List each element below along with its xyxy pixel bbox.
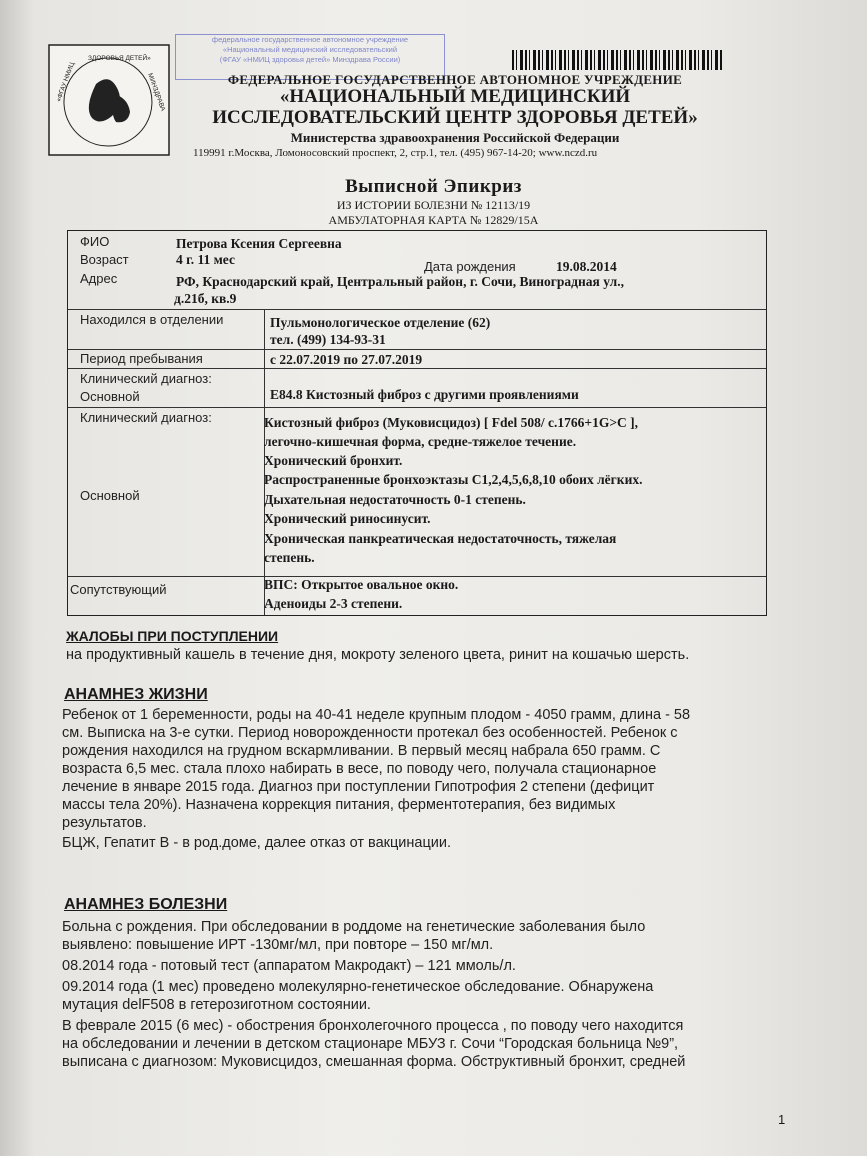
table-divider bbox=[68, 349, 766, 350]
life-history-line: результатов. bbox=[62, 815, 147, 831]
address-label: Адрес bbox=[80, 271, 118, 286]
concomitant-line: ВПС: Открытое овальное окно. bbox=[264, 577, 459, 592]
clinical-diagnosis-label: Клинический диагноз: bbox=[80, 371, 212, 386]
age-label: Возраст bbox=[80, 252, 129, 267]
life-history-line: Ребенок от 1 беременности, роды на 40-41 неделе крупным плодом - 4050 грамм, длина - 58 bbox=[62, 707, 691, 723]
table-divider bbox=[68, 309, 766, 310]
main-diagnosis-label-2: Основной bbox=[80, 488, 140, 503]
concomitant-line: Аденоиды 2-3 степени. bbox=[264, 596, 403, 611]
life-history-line: лечение в январе 2015 года. Диагноз при поступлении Гипотрофия 2 степени (дефицит bbox=[62, 779, 655, 795]
disease-history-line: 08.2014 года - потовый тест (аппаратом Макродакт) – 121 ммоль/л. bbox=[62, 958, 516, 974]
disease-history-section bbox=[62, 918, 772, 1071]
stamp-line: (ФГАУ «НМИЦ здоровья детей» Минздрава России) bbox=[219, 55, 401, 64]
diagnosis-line: Хронический риносинусит. bbox=[264, 511, 431, 526]
period-label: Период пребывания bbox=[80, 351, 203, 366]
diagnosis-line: Дыхательная недостаточность 0-1 степень. bbox=[264, 492, 526, 507]
patient-info-table bbox=[67, 230, 767, 616]
disease-history-line: В феврале 2015 (6 мес) - обострения бронхолегочного процесса , по поводу чего находится bbox=[62, 1018, 684, 1034]
fio-label: ФИО bbox=[80, 234, 110, 249]
life-history-line: возраста 6,5 мес. стала плохо набирать в весе, по поводу чего, получала стационарное bbox=[62, 761, 657, 777]
diagnosis-line: степень. bbox=[264, 550, 315, 565]
header-ministry: Министерства здравоохранения Российской Федерации bbox=[290, 130, 620, 145]
complaints-section bbox=[66, 646, 776, 664]
disease-history-line: мутация delF508 в гетерозиготном состоянии. bbox=[62, 997, 371, 1013]
diagnosis-line: Хроническая панкреатическая недостаточность, тяжелая bbox=[264, 531, 617, 546]
fio-value: Петрова Ксения Сергеевна bbox=[176, 236, 342, 251]
header-line-1: ФЕДЕРАЛЬНОЕ ГОСУДАРСТВЕННОЕ АВТОНОМНОЕ УЧРЕЖДЕНИЕ bbox=[227, 72, 683, 87]
life-history-section bbox=[62, 706, 772, 852]
complaints-text: на продуктивный кашель в течение дня, мокроту зеленого цвета, ринит на кошачью шерсть. bbox=[66, 647, 690, 663]
diagnosis-line: Хронический бронхит. bbox=[264, 453, 403, 468]
institution-logo bbox=[48, 44, 170, 156]
clinical-diagnosis-label-2: Клинический диагноз: bbox=[80, 410, 212, 425]
stamp-line: федеральное государственное автономное учреждение bbox=[211, 35, 409, 44]
department-phone: тел. (499) 134-93-31 bbox=[270, 332, 386, 347]
barcode bbox=[512, 50, 722, 70]
department-label: Находился в отделении bbox=[80, 312, 224, 327]
life-history-line: массы тела 20%). Назначена коррекция питания, ферментотерапия, без видимых bbox=[62, 797, 616, 813]
svg-text:«ФГАУ НМИЦ: «ФГАУ НМИЦ bbox=[55, 61, 76, 103]
stamp-line: «Национальный медицинский исследовательский bbox=[222, 45, 398, 54]
disease-history-line: выписана с диагнозом: Муковисцидоз, смешанная форма. Обструктивный бронхит, средней bbox=[62, 1054, 686, 1070]
department-value: Пульмонологическое отделение (62) bbox=[270, 315, 491, 330]
address-line-2: д.21б, кв.9 bbox=[174, 291, 237, 306]
disease-history-heading: АНАМНЕЗ БОЛЕЗНИ bbox=[64, 896, 228, 913]
life-history-heading: АНАМНЕЗ ЖИЗНИ bbox=[64, 686, 208, 703]
age-value: 4 г. 11 мес bbox=[176, 252, 235, 267]
dob-label: Дата рождения bbox=[424, 259, 516, 274]
life-history-line: см. Выписка на 3-е сутки. Период новорожденности протекал без особенностей. Ребенок с bbox=[62, 725, 678, 741]
document-title: Выписной Эпикриз bbox=[345, 176, 522, 197]
header-address: 119991 г.Москва, Ломоносовский проспект, 2, стр.1, тел. (495) 967-14-20; www.nczd.ru bbox=[193, 147, 598, 159]
page-number: 1 bbox=[778, 1112, 786, 1127]
life-history-line: рождения находился на грудном вскармливании. В первый месяц набрала 650 грамм. С bbox=[62, 743, 661, 759]
concomitant-label: Сопутствующий bbox=[70, 582, 167, 597]
dob-value: 19.08.2014 bbox=[556, 259, 617, 274]
diagnosis-line: Кистозный фиброз (Муковисцидоз) [ Fdel 508/ c.1766+1G>C ], bbox=[264, 415, 639, 430]
life-history-line: БЦЖ, Гепатит В - в род.доме, далее отказ от вакцинации. bbox=[62, 835, 451, 851]
main-diagnosis-code: E84.8 Кистозный фиброз с другими проявлениями bbox=[270, 387, 579, 402]
disease-history-line: на обследовании и лечении в детском стационаре МБУЗ г. Сочи “Городская больница №9”, bbox=[62, 1036, 679, 1052]
table-divider bbox=[68, 407, 766, 408]
card-number: АМБУЛАТОРНАЯ КАРТА № 12829/15А bbox=[328, 213, 539, 227]
address-line-1: РФ, Краснодарский край, Центральный район, г. Сочи, Виноградная ул., bbox=[176, 274, 624, 289]
diagnosis-line: Распространенные бронхоэктазы С1,2,4,5,6,8,10 обоих лёгких. bbox=[264, 472, 643, 487]
period-value: с 22.07.2019 по 27.07.2019 bbox=[270, 352, 423, 367]
diagnosis-line: легочно-кишечная форма, средне-тяжелое течение. bbox=[264, 434, 577, 449]
disease-history-line: выявлено: повышение ИРТ -130мг/мл, при повторе – 150 мг/мл. bbox=[62, 937, 494, 953]
disease-history-line: Больна с рождения. При обследовании в роддоме на генетические заболевания было bbox=[62, 919, 646, 935]
header-line-2: «НАЦИОНАЛЬНЫЙ МЕДИЦИНСКИЙ bbox=[279, 86, 631, 107]
table-divider bbox=[68, 368, 766, 369]
complaints-heading: ЖАЛОБЫ ПРИ ПОСТУПЛЕНИИ bbox=[66, 628, 279, 644]
svg-text:МИНЗДРАВА: МИНЗДРАВА bbox=[146, 72, 167, 113]
header-line-3: ИССЛЕДОВАТЕЛЬСКИЙ ЦЕНТР ЗДОРОВЬЯ ДЕТЕЙ» bbox=[212, 107, 698, 128]
main-diagnosis-label: Основной bbox=[80, 389, 140, 404]
svg-text:ЗДОРОВЬЯ ДЕТЕЙ»: ЗДОРОВЬЯ ДЕТЕЙ» bbox=[88, 55, 151, 62]
disease-history-line: 09.2014 года (1 мес) проведено молекулярно-генетическое обследование. Обнаружена bbox=[62, 979, 654, 995]
history-number: ИЗ ИСТОРИИ БОЛЕЗНИ № 12113/19 bbox=[336, 198, 531, 212]
